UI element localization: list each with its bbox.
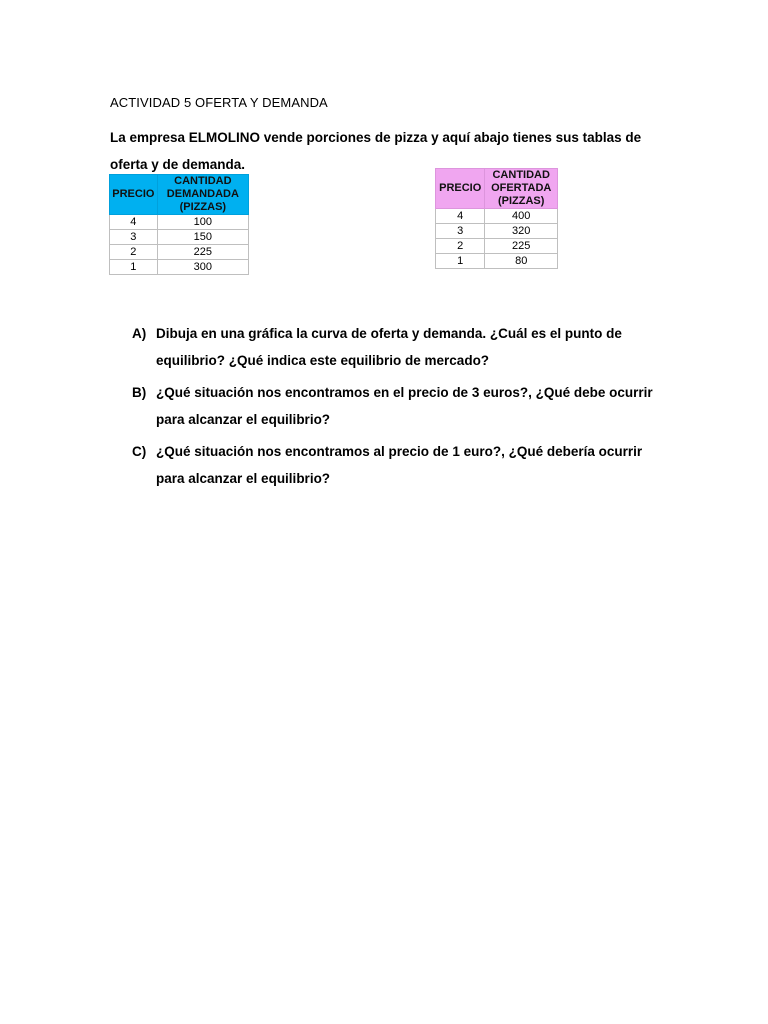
demand-precio-cell: 3 bbox=[110, 230, 158, 245]
supply-precio-cell: 2 bbox=[436, 239, 485, 254]
demand-precio-cell: 1 bbox=[110, 260, 158, 275]
supply-precio-cell: 1 bbox=[436, 254, 485, 269]
question-letter: A) bbox=[132, 326, 147, 341]
list-item bbox=[132, 438, 672, 492]
supply-header-cantidad bbox=[485, 169, 558, 209]
supply-table-header bbox=[436, 169, 558, 209]
demand-precio-cell: 4 bbox=[110, 215, 158, 230]
demand-table-header bbox=[110, 175, 249, 215]
demand-cantidad-cell: 225 bbox=[157, 245, 248, 260]
demand-cantidad-cell: 150 bbox=[157, 230, 248, 245]
question-letter: C) bbox=[132, 444, 147, 459]
demand-table bbox=[109, 174, 249, 275]
table-row bbox=[110, 245, 249, 260]
supply-cantidad-cell: 320 bbox=[485, 224, 558, 239]
question-text: ¿Qué situación nos encontramos en el precio de 3 euros?, ¿Qué debe ocurrir para alcanzar el equilibrio? bbox=[156, 385, 653, 427]
demand-header-precio: PRECIO bbox=[110, 175, 158, 215]
supply-precio-cell: 4 bbox=[436, 209, 485, 224]
demand-header-cantidad-text: CANTIDAD DEMANDADA (PIZZAS) bbox=[166, 175, 239, 213]
demand-precio-cell: 2 bbox=[110, 245, 158, 260]
table-row bbox=[436, 254, 558, 269]
question-list bbox=[132, 320, 672, 497]
supply-cantidad-cell: 225 bbox=[485, 239, 558, 254]
table-row bbox=[110, 260, 249, 275]
list-item bbox=[132, 379, 672, 433]
supply-precio-cell: 3 bbox=[436, 224, 485, 239]
question-letter: B) bbox=[132, 385, 147, 400]
question-text: ¿Qué situación nos encontramos al precio de 1 euro?, ¿Qué debería ocurrir para alcanzar el equilibrio? bbox=[156, 444, 643, 486]
table-row bbox=[436, 209, 558, 224]
demand-header-cantidad bbox=[157, 175, 248, 215]
table-row bbox=[110, 215, 249, 230]
supply-cantidad-cell: 80 bbox=[485, 254, 558, 269]
table-row bbox=[110, 230, 249, 245]
activity-heading: ACTIVIDAD 5 OFERTA Y DEMANDA bbox=[110, 95, 328, 110]
supply-table bbox=[435, 168, 558, 269]
intro-paragraph: La empresa ELMOLINO vende porciones de pizza y aquí abajo tienes sus tablas de oferta y de demanda. bbox=[110, 130, 642, 172]
supply-cantidad-cell: 400 bbox=[485, 209, 558, 224]
table-row bbox=[436, 224, 558, 239]
list-item bbox=[132, 320, 672, 374]
supply-header-cantidad-text: CANTIDAD OFERTADA (PIZZAS) bbox=[491, 169, 552, 207]
demand-cantidad-cell: 100 bbox=[157, 215, 248, 230]
demand-cantidad-cell: 300 bbox=[157, 260, 248, 275]
supply-header-precio: PRECIO bbox=[436, 169, 485, 209]
table-row bbox=[436, 239, 558, 254]
question-text: Dibuja en una gráfica la curva de oferta y demanda. ¿Cuál es el punto de equilibrio? ¿Qué indica este equilibrio de mercado? bbox=[156, 326, 622, 368]
